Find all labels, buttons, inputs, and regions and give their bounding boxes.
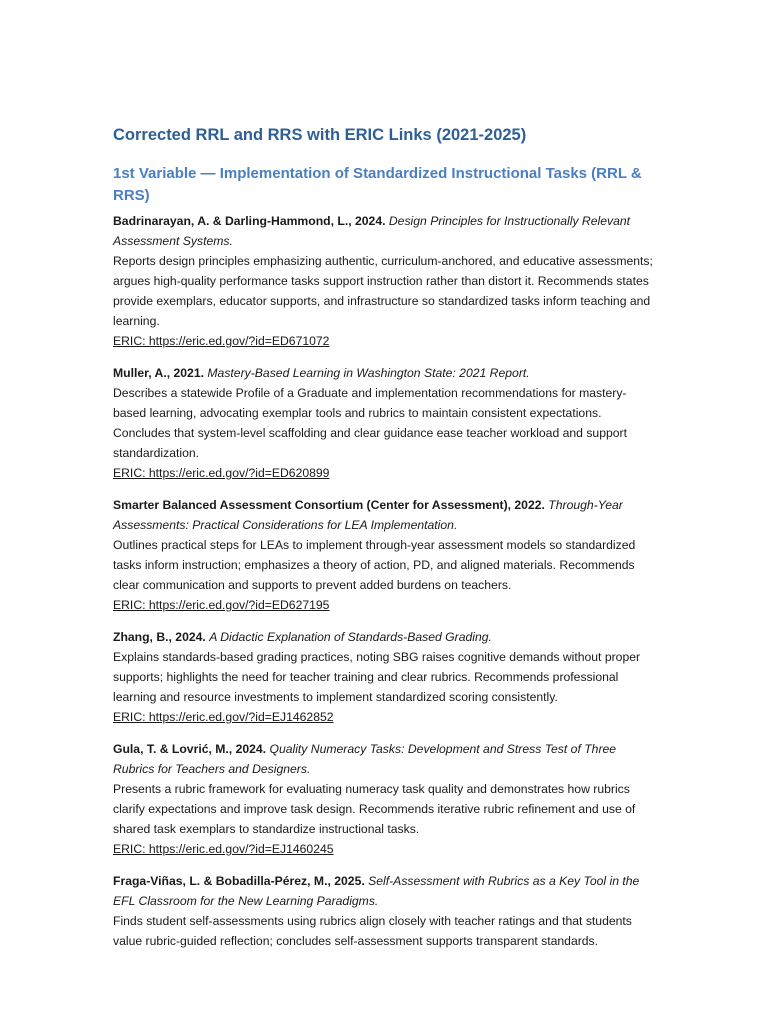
entry-summary: Explains standards-based grading practices, noting SBG raises cognitive demands without proper supports; highlights the need for teacher training and clear rubrics. Recommends professional learning and resource investments to implement standardized scoring consistently.	[113, 650, 641, 704]
citation-authors: Muller, A., 2021.	[113, 366, 204, 380]
entry-summary: Presents a rubric framework for evaluating numeracy task quality and demonstrates how rubrics clarify expectations and improve task design. Recommends iterative rubric refinement and use of shared task exemplars to standardize instructional tasks.	[113, 782, 636, 836]
reference-entry	[113, 211, 658, 351]
document-title: Corrected RRL and RRS with ERIC Links (2021-2025)	[113, 126, 527, 144]
eric-link[interactable]: ERIC: https://eric.ed.gov/?id=ED620899	[113, 466, 330, 480]
citation-authors: Badrinarayan, A. & Darling-Hammond, L., 2024.	[113, 214, 386, 228]
citation-authors: Fraga-Viñas, L. & Bobadilla-Pérez, M., 2025.	[113, 874, 365, 888]
reference-entry	[113, 627, 658, 727]
reference-entry	[113, 363, 658, 483]
eric-link[interactable]: ERIC: https://eric.ed.gov/?id=ED671072	[113, 334, 330, 348]
eric-link[interactable]: ERIC: https://eric.ed.gov/?id=EJ1462852	[113, 710, 334, 724]
reference-entry	[113, 871, 658, 951]
citation-title: Through-Year Assessments: Practical Considerations for LEA Implementation.	[113, 498, 623, 532]
citation	[113, 495, 658, 535]
entry-summary: Reports design principles emphasizing authentic, curriculum-anchored, and educative assessments; argues high-quality performance tasks support instruction rather than distort it. Recommends states provide exemplars, educator supports, and infrastructure so standardized tasks inform teaching and learning.	[113, 254, 653, 328]
entry-summary: Outlines practical steps for LEAs to implement through-year assessment models so standardized tasks inform instruction; emphasizes a theory of action, PD, and aligned materials. Recommends clear communication and supports to prevent added burdens on teachers.	[113, 538, 636, 592]
citation	[113, 739, 658, 779]
entry-summary: Describes a statewide Profile of a Graduate and implementation recommendations for mastery-based learning, advocating exemplar tools and rubrics to maintain consistent expectations. Concludes that system-level scaffolding and clear guidance ease teacher workload and support standardization.	[113, 386, 627, 460]
citation-title: Quality Numeracy Tasks: Development and Stress Test of Three Rubrics for Teachers and Designers.	[113, 742, 617, 776]
eric-link[interactable]: ERIC: https://eric.ed.gov/?id=EJ1460245	[113, 842, 334, 856]
citation-title: Mastery-Based Learning in Washington State: 2021 Report.	[207, 366, 530, 380]
citation	[113, 627, 658, 647]
citation-title: A Didactic Explanation of Standards-Based Grading.	[209, 630, 492, 644]
citation-authors: Smarter Balanced Assessment Consortium (Center for Assessment), 2022.	[113, 498, 545, 512]
section-heading: 1st Variable — Implementation of Standardized Instructional Tasks (RRL & RRS)	[113, 165, 642, 204]
entry-summary: Finds student self-assessments using rubrics align closely with teacher ratings and that students value rubric-guided reflection; concludes self-assessment supports transparent standards.	[113, 914, 632, 948]
reference-entry	[113, 739, 658, 859]
citation	[113, 363, 658, 383]
reference-entry	[113, 495, 658, 615]
citation-title: Design Principles for Instructionally Relevant Assessment Systems.	[113, 214, 631, 248]
citation	[113, 211, 658, 251]
citation	[113, 871, 658, 911]
eric-link[interactable]: ERIC: https://eric.ed.gov/?id=ED627195	[113, 598, 330, 612]
citation-authors: Gula, T. & Lovrić, M., 2024.	[113, 742, 267, 756]
citation-authors: Zhang, B., 2024.	[113, 630, 206, 644]
citation-title: Self-Assessment with Rubrics as a Key Tool in the EFL Classroom for the New Learning Paradigms.	[113, 874, 640, 908]
